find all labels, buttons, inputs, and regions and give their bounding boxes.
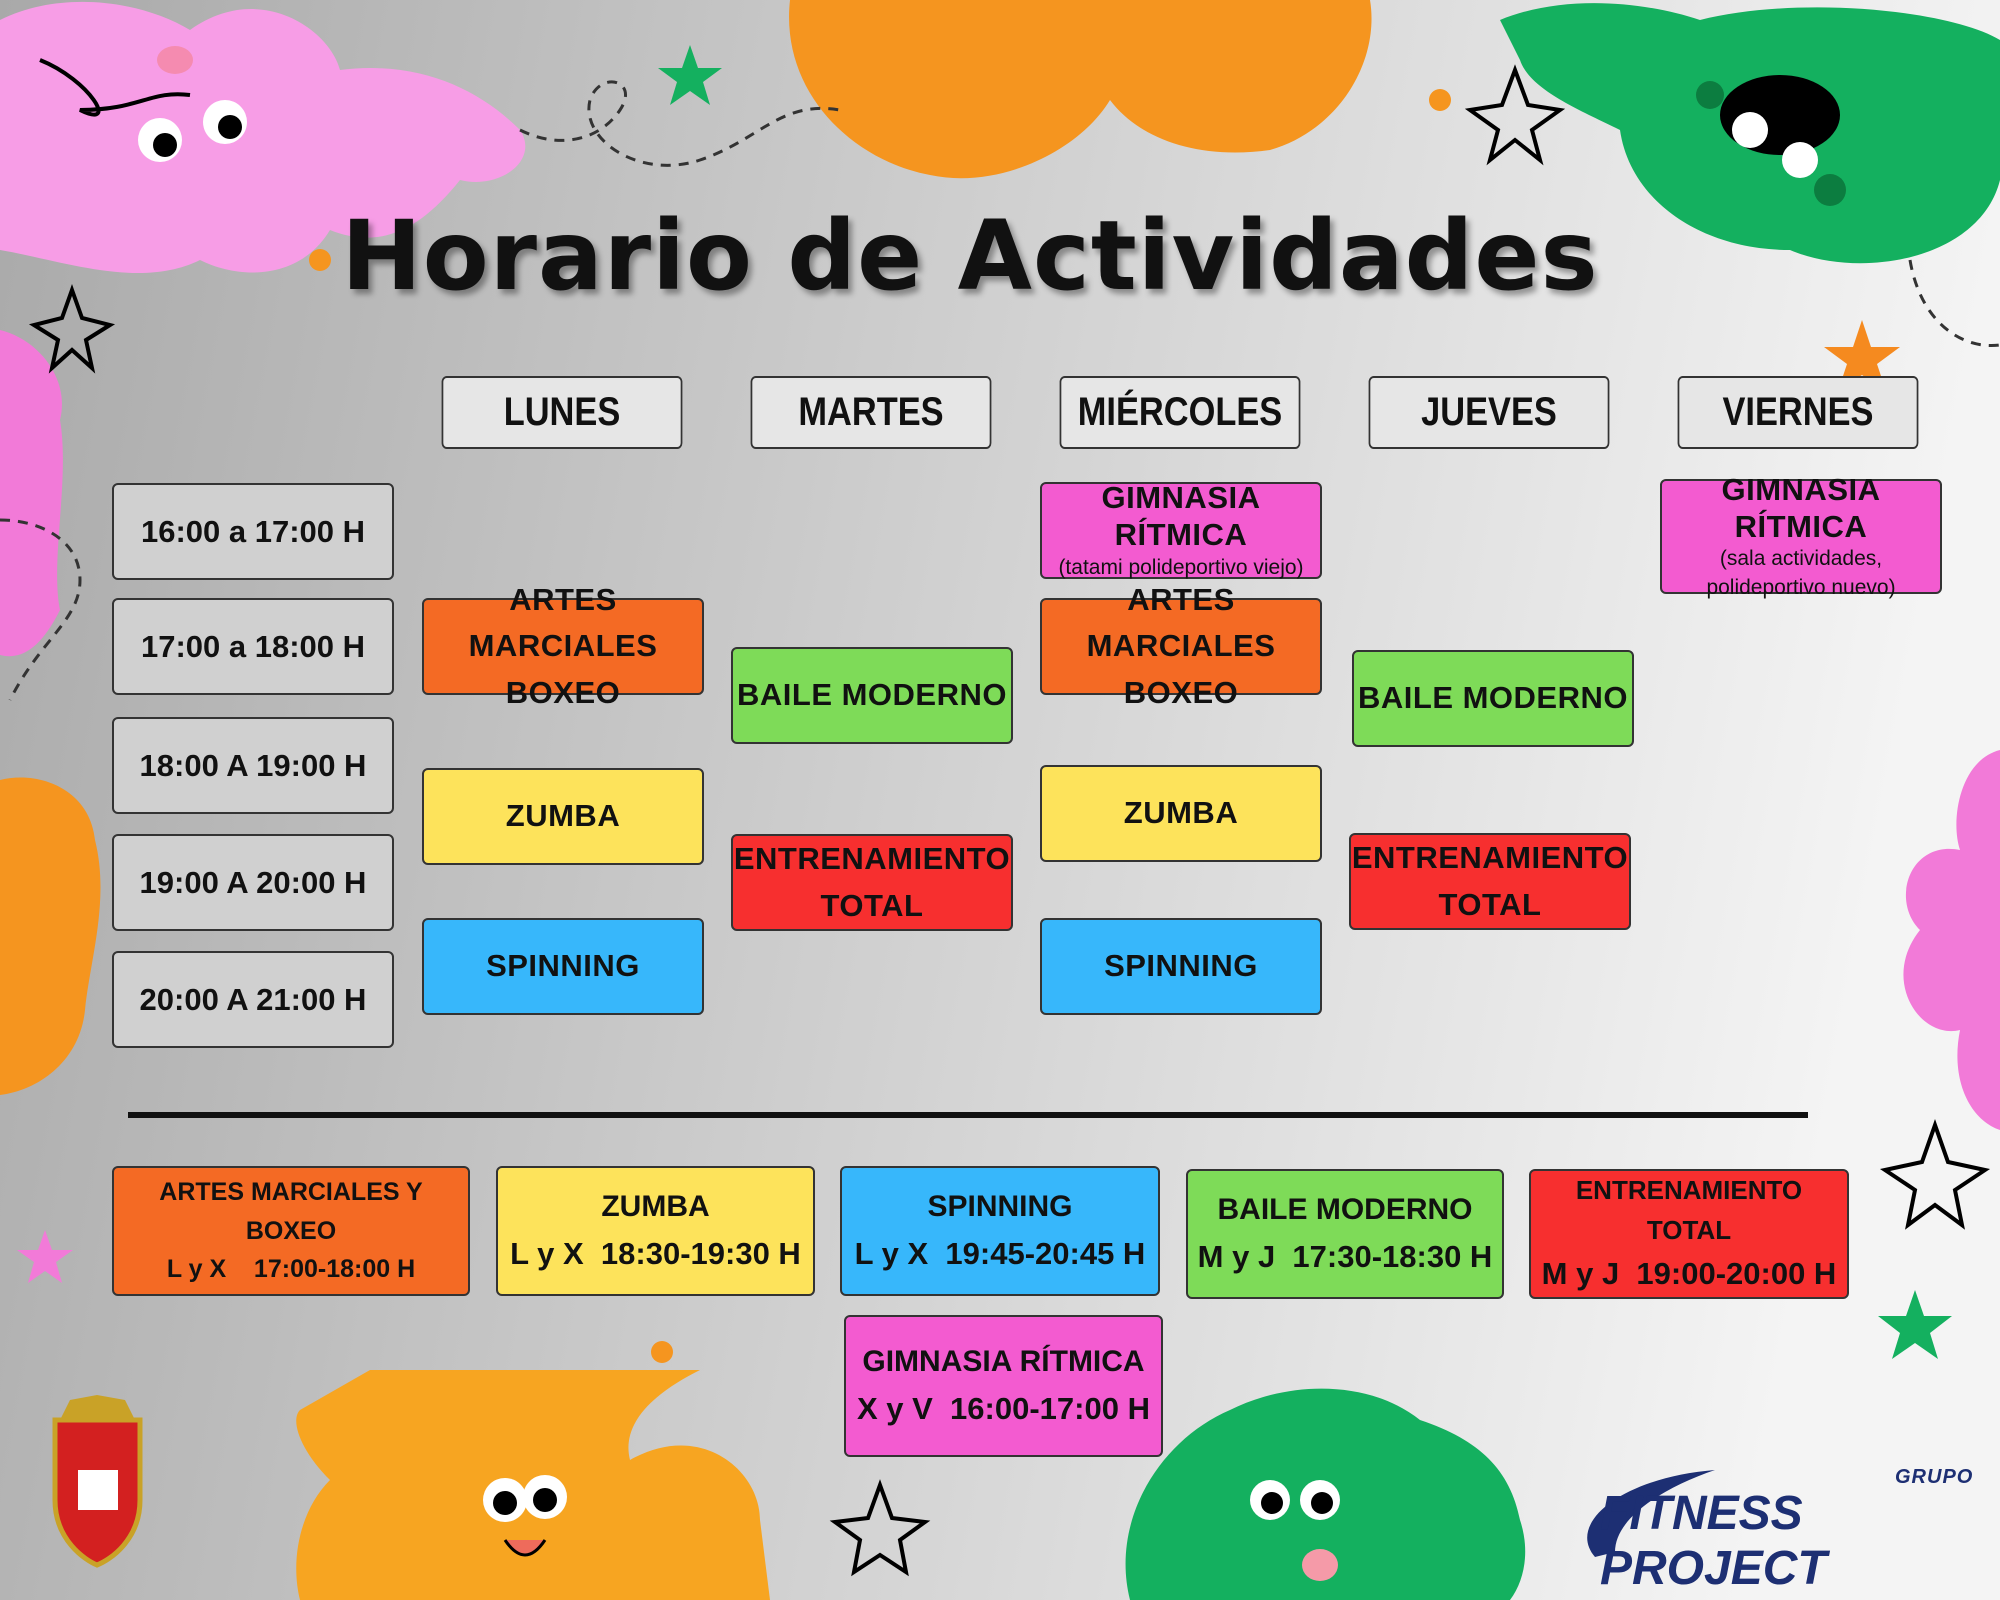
- logo-name-text: FITNESS PROJECT: [1600, 1487, 1827, 1595]
- activity-name: SPINNING: [1104, 948, 1258, 984]
- day-label: VIERNES: [1722, 390, 1874, 434]
- summary-schedule: M y J 19:00-20:00 H: [1541, 1256, 1837, 1292]
- day-label: MARTES: [798, 390, 944, 434]
- day-header-jueves: [1369, 376, 1610, 449]
- miercoles-spinning-block: [1040, 918, 1322, 1015]
- martes-baile-moderno-block: [731, 647, 1013, 744]
- activity-name-2: TOTAL: [820, 887, 924, 923]
- viernes-gimnasia-block: [1660, 471, 1942, 599]
- time-slot-16: 16:00 a 17:00 H: [112, 483, 394, 580]
- summary-spinning: [840, 1166, 1160, 1296]
- activity-name: GIMNASIA RÍTMICA: [1721, 471, 1881, 545]
- time-slot-18: 18:00 A 19:00 H: [112, 717, 394, 814]
- summary-schedule: L y X 18:30-19:30 H: [510, 1236, 801, 1272]
- time-slot-17: 17:00 a 18:00 H: [112, 598, 394, 695]
- summary-activity: GIMNASIA RÍTMICA: [862, 1344, 1145, 1378]
- summary-activity: ENTRENAMIENTO TOTAL: [1575, 1174, 1803, 1245]
- lunes-spinning-block: [422, 918, 704, 1015]
- day-label: MIÉRCOLES: [1077, 390, 1283, 434]
- activity-name-2: TOTAL: [1438, 886, 1542, 922]
- summary-schedule: X y V 16:00-17:00 H: [857, 1391, 1150, 1427]
- day-header-lunes: [442, 376, 683, 449]
- activity-name: BAILE MODERNO: [737, 677, 1007, 713]
- activity-name: ZUMBA: [1123, 795, 1239, 831]
- summary-schedule: M y J 17:30-18:30 H: [1197, 1239, 1493, 1275]
- activity-name: SPINNING: [486, 948, 640, 984]
- activity-note: (sala actividades,: [1719, 547, 1883, 571]
- summary-entrenamiento-total: [1529, 1169, 1849, 1299]
- lunes-artes-marciales-block: [422, 581, 704, 710]
- activity-name: ENTRENAMIENTO: [1351, 840, 1629, 875]
- section-divider: [128, 1112, 1808, 1118]
- day-header-viernes: [1678, 376, 1919, 449]
- logo-grupo-text: GRUPO: [1895, 1466, 1974, 1488]
- summary-baile-moderno: [1186, 1169, 1504, 1299]
- summary-activity: ZUMBA: [601, 1189, 710, 1223]
- activity-name: BAILE MODERNO: [1358, 680, 1628, 716]
- orange-dot-3: [651, 1341, 673, 1363]
- activity-name: ZUMBA: [505, 798, 621, 834]
- activity-note-2: polideportivo nuevo): [1706, 575, 1896, 599]
- activity-note: (tatami polideportivo viejo): [1058, 555, 1304, 579]
- day-label: LUNES: [503, 390, 621, 434]
- miercoles-zumba-block: [1040, 765, 1322, 862]
- day-label: JUEVES: [1421, 390, 1557, 434]
- orange-dot: [309, 249, 331, 271]
- page-title: Horario de Actividades: [341, 200, 1599, 312]
- jueves-entrenamiento-block: [1349, 833, 1631, 930]
- activity-name-2: BOXEO: [1123, 674, 1239, 710]
- summary-gimnasia-ritmica: [844, 1315, 1163, 1457]
- summary-activity: ARTES MARCIALES Y BOXEO: [159, 1177, 423, 1245]
- miercoles-gimnasia-block: [1040, 482, 1322, 579]
- summary-schedule: L y X 17:00-18:00 H: [166, 1255, 416, 1284]
- activity-name: ARTES MARCIALES: [468, 581, 658, 664]
- martes-entrenamiento-block: [731, 834, 1013, 931]
- activity-name: ENTRENAMIENTO: [733, 841, 1011, 876]
- time-slot-19: 19:00 A 20:00 H: [112, 834, 394, 931]
- pink-blob-left: [0, 330, 63, 656]
- time-slot-20: 20:00 A 21:00 H: [112, 951, 394, 1048]
- activity-name-2: BOXEO: [505, 674, 621, 710]
- summary-activity: SPINNING: [927, 1189, 1073, 1223]
- orange-dot-2: [1429, 89, 1451, 111]
- jueves-baile-moderno-block: [1352, 650, 1634, 747]
- activity-name: ARTES MARCIALES: [1086, 581, 1276, 664]
- summary-activity: BAILE MODERNO: [1217, 1192, 1473, 1226]
- day-header-martes: [751, 376, 992, 449]
- summary-artes-marciales: [112, 1166, 470, 1296]
- summary-schedule: L y X 19:45-20:45 H: [854, 1236, 1146, 1272]
- summary-zumba: [496, 1166, 815, 1296]
- miercoles-artes-marciales-block: [1040, 581, 1322, 710]
- day-header-miercoles: [1060, 376, 1301, 449]
- coat-of-arms: [55, 1395, 140, 1565]
- lunes-zumba-block: [422, 768, 704, 865]
- activity-name: GIMNASIA RÍTMICA: [1101, 480, 1261, 553]
